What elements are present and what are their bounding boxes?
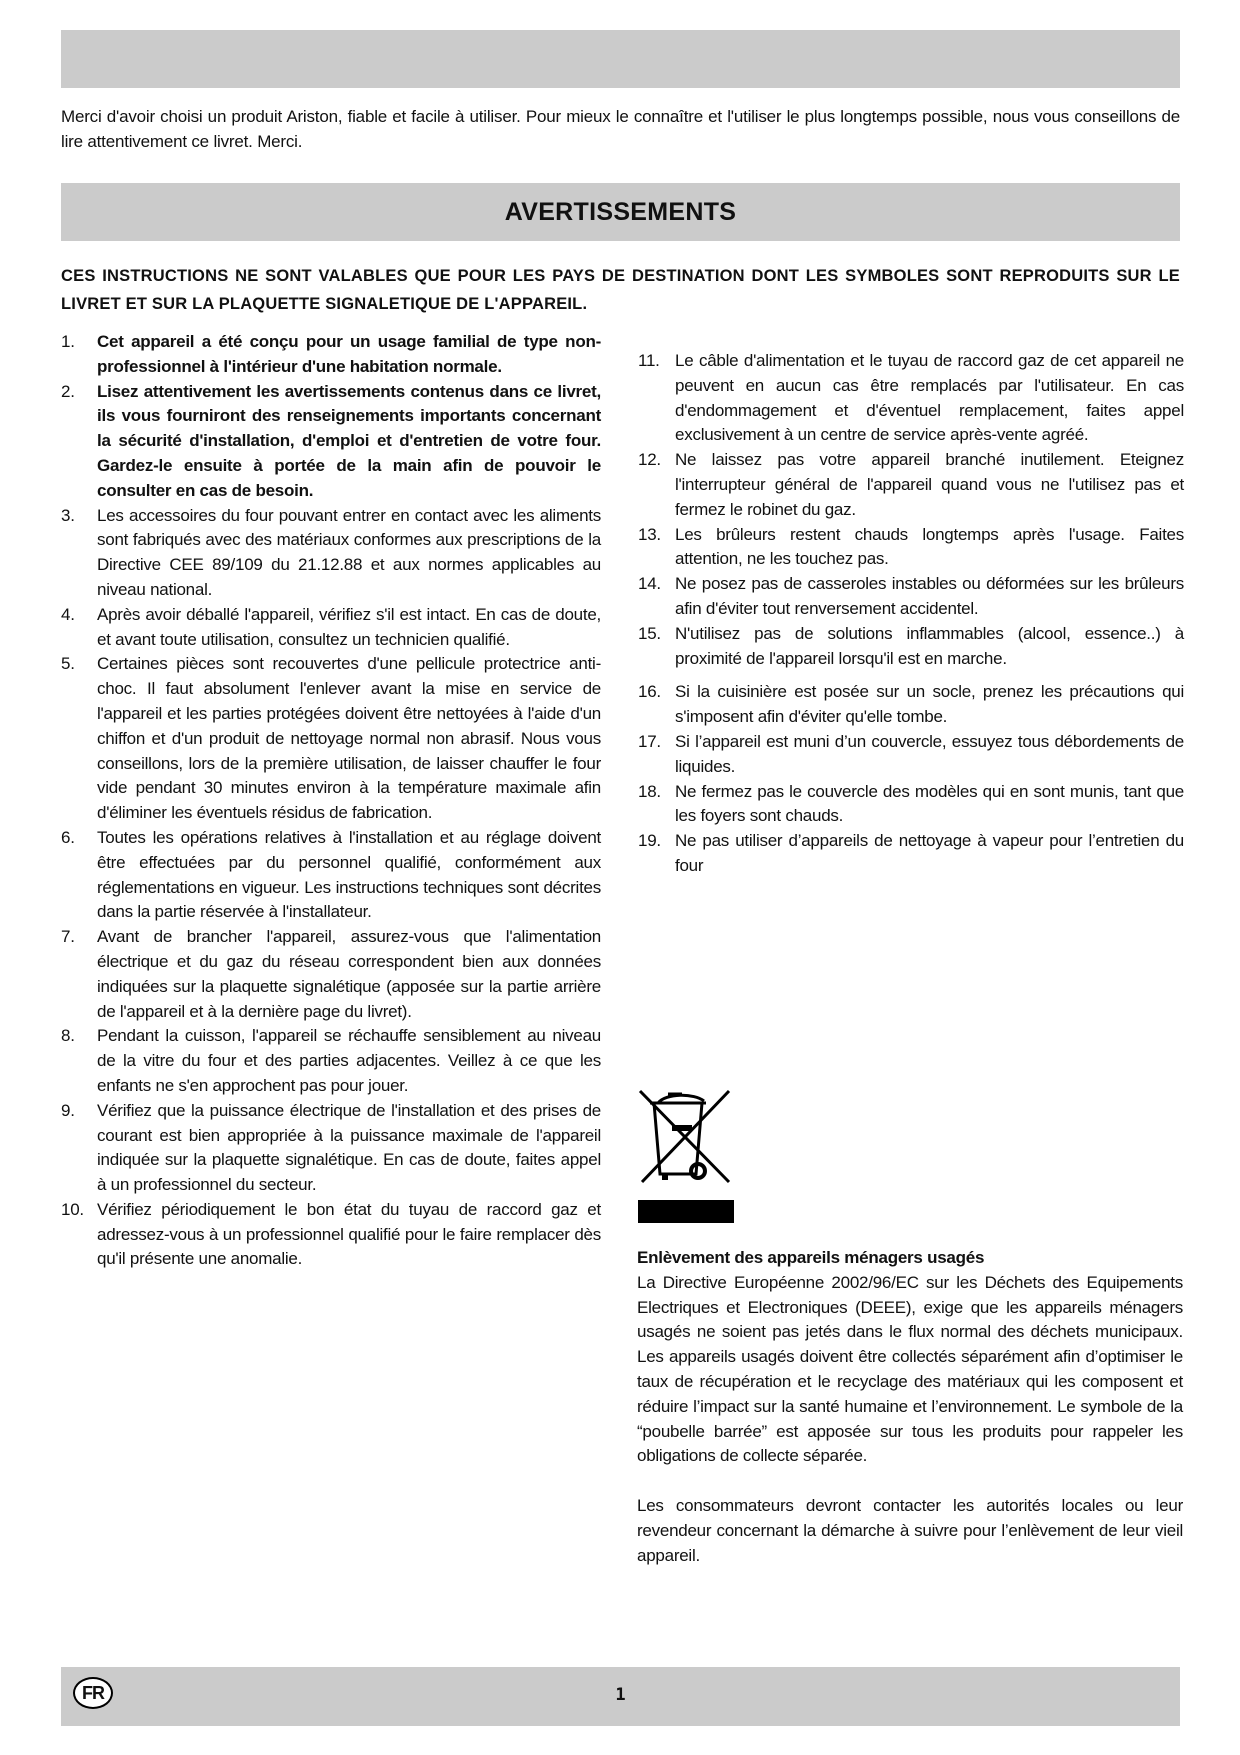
warning-text: Le câble d'alimentation et le tuyau de raccord gaz de cet appareil ne peuvent en aucun cas être remplacés par l'utilisateur. En cas d'endommagement et d'éventuel remplacement, faites appel exclusivement à un centre de service après-vente agréé. bbox=[675, 351, 1184, 445]
weee-heading: Enlèvement des appareils ménagers usagés bbox=[637, 1248, 985, 1267]
warning-number: 6. bbox=[61, 827, 75, 847]
warning-item bbox=[638, 349, 1184, 448]
warning-item bbox=[638, 680, 1184, 730]
warning-text: N'utilisez pas de solutions inflammables (alcool, essence..) à proximité de l'appareil lorsqu'il est en marche. bbox=[675, 623, 1184, 668]
warning-item bbox=[638, 448, 1184, 522]
warning-number: 3. bbox=[61, 505, 75, 525]
validity-notice: CES INSTRUCTIONS NE SONT VALABLES QUE POUR LES PAYS DE DESTINATION DONT LES SYMBOLES SONT REPRODUITS SUR LE LIVRET ET SUR LA PLAQUETTE SIGNALETIQUE DE L'APPAREIL. bbox=[61, 267, 1180, 313]
section-title: AVERTISSEMENTS bbox=[504, 197, 737, 226]
weee-disposal-section bbox=[637, 1246, 1183, 1593]
warning-text: Ne posez pas de casseroles instables ou déformées sur les brûleurs afin d'éviter tout renversement accidentel. bbox=[675, 574, 1184, 618]
warnings-left-column bbox=[61, 330, 601, 1272]
weee-paragraph: La Directive Européenne 2002/96/EC sur les Déchets des Equipements Electriques et Electroniques (DEEE), exige que les appareils ménagers usagés ne soient pas jetés dans le flux normal des déchets municipaux. Les appareils usagés doivent être collectés séparément afin d’optimiser le taux de récupération et le recyclage des matériaux qui les composent et réduire l’impact sur la santé humaine et l’environnement. Le symbole de la “poubelle barrée” est apposée sur tous les produits pour rappeler les obligations de collecte séparée. bbox=[637, 1272, 1183, 1466]
warning-number: 1. bbox=[61, 332, 75, 351]
warning-number: 13. bbox=[638, 524, 661, 544]
warning-number: 8. bbox=[61, 1026, 75, 1046]
warning-text: Pendant la cuisson, l'appareil se réchauffe sensiblement au niveau de la vitre du four et des parties adjacentes. Veillez à ce que les enfants ne s'en approchent pas pour jouer. bbox=[97, 1026, 601, 1095]
footer-bar bbox=[61, 1667, 1180, 1726]
warning-text: Si l’appareil est muni d’un couvercle, essuyez tous débordements de liquides. bbox=[675, 731, 1184, 776]
warning-item bbox=[61, 1024, 601, 1098]
warning-text: Avant de brancher l'appareil, assurez-vous que l'alimentation électrique et du gaz du réseau correspondent bien aux données indiquées sur la plaquette signalétique (apposée sur la partie arrière de l'appareil et à la dernière page du livret). bbox=[97, 927, 601, 1021]
warning-number: 4. bbox=[61, 604, 75, 624]
warning-item bbox=[638, 780, 1184, 830]
warning-text: Vérifiez périodiquement le bon état du tuyau de raccord gaz et adressez-vous à un professionnel qualifié pour le faire remplacer dès qu'il présente une anomalie. bbox=[97, 1199, 601, 1269]
warning-text: Ne laissez pas votre appareil branché inutilement. Eteignez l'interrupteur général de l'appareil quand vous ne l'utilisez pas et fermez le robinet du gaz. bbox=[675, 450, 1184, 519]
crossed-out-wheelie-bin-icon bbox=[636, 1089, 734, 1225]
warning-item bbox=[61, 826, 601, 925]
warning-item bbox=[61, 652, 601, 826]
warning-text: Si la cuisinière est posée sur un socle, prenez les précautions qui s'imposent afin d'éviter qu'elle tombe. bbox=[675, 682, 1184, 727]
warning-item bbox=[638, 523, 1184, 573]
language-badge: FR bbox=[73, 1677, 113, 1709]
warning-text: Vérifiez que la puissance électrique de l'installation et des prises de courant est bien appropriée à la puissance maximale de l'appareil indiquée sur la plaquette signalétique. En cas de doute, faites appel à un professionnel du secteur. bbox=[97, 1100, 601, 1195]
warning-item bbox=[61, 1099, 601, 1198]
page-number: 1 bbox=[615, 1685, 626, 1705]
warning-text: Lisez attentivement les avertissements contenus dans ce livret, ils vous fourniront des renseignements importants concernant la sécurité d'installation, d'emploi et d'entretien de votre four. Gardez-le ensuite à portée de la main afin de pouvoir le consulter en cas de besoin. bbox=[97, 381, 601, 500]
warning-item bbox=[638, 622, 1184, 672]
warning-number: 11. bbox=[638, 351, 660, 370]
warning-item bbox=[638, 829, 1184, 879]
warning-text: Cet appareil a été conçu pour un usage familial de type non-professionnel à l'intérieur d'une habitation normale. bbox=[97, 332, 601, 376]
warning-number: 18. bbox=[638, 781, 661, 801]
warning-item bbox=[61, 380, 601, 504]
section-title-bar bbox=[61, 183, 1180, 241]
warning-item bbox=[61, 1198, 601, 1272]
warning-number: 14. bbox=[638, 574, 661, 594]
weee-paragraph: Les consommateurs devront contacter les autorités locales ou leur revendeur concernant la démarche à suivre pour l’enlèvement de leur vieil appareil. bbox=[637, 1495, 1183, 1565]
warning-text: Les brûleurs restent chauds longtemps après l'usage. Faites attention, ne les touchez pas. bbox=[675, 524, 1184, 569]
warning-text: Ne fermez pas le couvercle des modèles qui en sont munis, tant que les foyers sont chauds. bbox=[675, 781, 1184, 826]
warning-number: 5. bbox=[61, 654, 75, 674]
warning-number: 9. bbox=[61, 1100, 75, 1120]
intro-paragraph: Merci d'avoir choisi un produit Ariston, fiable et facile à utiliser. Pour mieux le connaître et l'utiliser le plus longtemps possible, nous vous conseillons de lire attentivement ce livret. Merci. bbox=[61, 107, 1180, 151]
warning-item bbox=[61, 925, 601, 1024]
warning-item bbox=[638, 730, 1184, 780]
warning-text: Les accessoires du four pouvant entrer en contact avec les aliments sont fabriqués avec des matériaux conformes aux prescriptions de la Directive CEE 89/109 du 21.12.88 et aux normes applicables au niveau national. bbox=[97, 505, 601, 599]
warning-item bbox=[61, 603, 601, 653]
warning-number: 7. bbox=[61, 927, 75, 947]
warning-text: Ne pas utiliser d’appareils de nettoyage à vapeur pour l’entretien du four bbox=[675, 831, 1184, 875]
warning-number: 10. bbox=[61, 1199, 84, 1219]
warning-number: 12. bbox=[638, 450, 661, 470]
warning-text: Après avoir déballé l'appareil, vérifiez s'il est intact. En cas de doute, et avant toute utilisation, consultez un technicien qualifié. bbox=[97, 604, 601, 649]
warning-number: 2. bbox=[61, 381, 75, 401]
warning-text: Toutes les opérations relatives à l'installation et au réglage doivent être effectuées par du personnel qualifié, conformément aux réglementations en vigueur. Les instructions techniques sont décrites dans la partie réservée à l'installateur. bbox=[97, 827, 601, 922]
warning-item bbox=[638, 572, 1184, 622]
warning-number: 15. bbox=[638, 623, 661, 643]
warning-number: 16. bbox=[638, 682, 661, 702]
warning-number: 19. bbox=[638, 831, 661, 851]
warning-number: 17. bbox=[638, 731, 661, 751]
header-bar bbox=[61, 30, 1180, 88]
warnings-right-column bbox=[638, 349, 1184, 879]
warning-item bbox=[61, 330, 601, 380]
warning-item bbox=[61, 504, 601, 603]
warning-text: Certaines pièces sont recouvertes d'une pellicule protectrice anti-choc. Il faut absolument l'enlever avant la mise en service de l'appareil et les parties protégées doivent être nettoyées à l'aide d'un chiffon et d'un produit de nettoyage normal non abrasif. Nous vous conseillons, lors de la première utilisation, de laisser chauffer le four vide pendant 30 minutes environ à la température maximale afin d'éliminer les éventuels résidus de fabrication. bbox=[97, 654, 601, 823]
